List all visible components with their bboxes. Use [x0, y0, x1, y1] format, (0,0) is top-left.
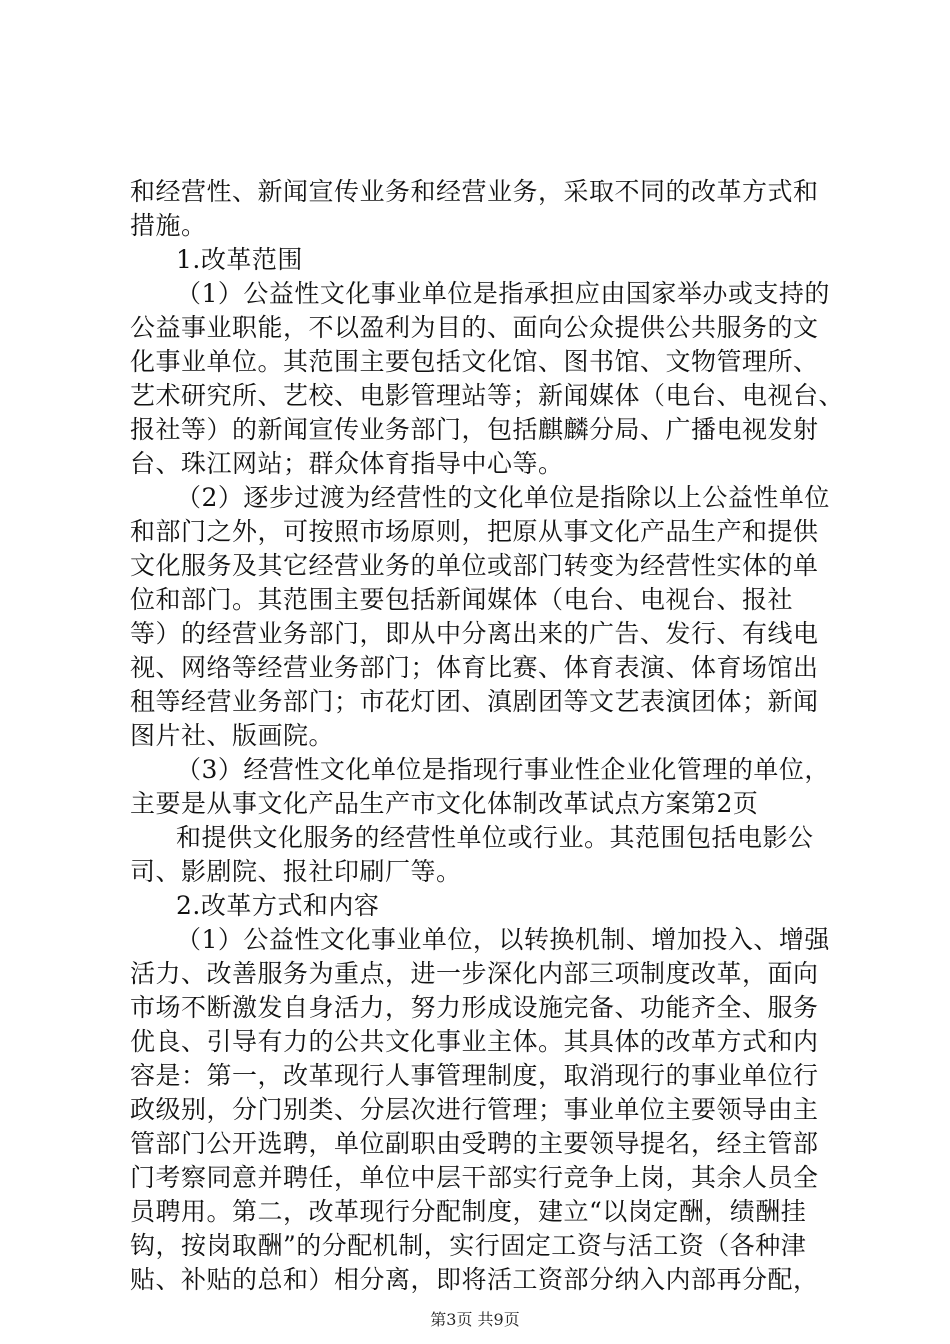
text-line: （1）公益性文化事业单位是指承担应由国家举办或支持的	[176, 279, 830, 308]
text-line: 文化服务及其它经营业务的单位或部门转变为经营性实体的单	[130, 551, 819, 580]
text-line: 优良、引导有力的公共文化事业主体。其具体的改革方式和内	[130, 1027, 819, 1056]
text-line: 租等经营业务部门；市花灯团、滇剧团等文艺表演团体；新闻	[130, 687, 819, 716]
text-line: （2）逐步过渡为经营性的文化单位是指除以上公益性单位	[176, 483, 830, 512]
section-heading: 1.改革范围	[176, 245, 303, 274]
text-line: 和经营性、新闻宣传业务和经营业务，采取不同的改革方式和	[130, 177, 819, 206]
text-line: 视、网络等经营业务部门；体育比赛、体育表演、体育场馆出	[130, 653, 819, 682]
text-line: 容是：第一，改革现行人事管理制度，取消现行的事业单位行	[130, 1061, 819, 1090]
text-line: 和部门之外，可按照市场原则，把原从事文化产品生产和提供	[130, 517, 819, 546]
text-line: （1）公益性文化事业单位，以转换机制、增加投入、增强	[176, 925, 830, 954]
text-line: 和提供文化服务的经营性单位或行业。其范围包括电影公	[176, 823, 814, 852]
text-line: 政级别，分门别类、分层次进行管理；事业单位主要领导由主	[130, 1095, 819, 1124]
text-line: 等）的经营业务部门，即从中分离出来的广告、发行、有线电	[130, 619, 819, 648]
page-footer: 第3页 共9页	[430, 1310, 520, 1329]
text-line: 主要是从事文化产品生产市文化体制改革试点方案第2页	[130, 789, 759, 818]
text-line: 化事业单位。其范围主要包括文化馆、图书馆、文物管理所、	[130, 347, 819, 376]
text-line: 门考察同意并聘任，单位中层干部实行竞争上岗，其余人员全	[130, 1163, 819, 1192]
text-line: 报社等）的新闻宣传业务部门，包括麒麟分局、广播电视发射	[130, 415, 819, 444]
text-line: 台、珠江网站；群众体育指导中心等。	[130, 449, 564, 478]
text-line: 管部门公开选聘，单位副职由受聘的主要领导提名，经主管部	[130, 1129, 819, 1158]
text-line: 图片社、版画院。	[130, 721, 335, 750]
text-line: 钩，按岗取酬”的分配机制，实行固定工资与活工资（各种津	[130, 1231, 807, 1260]
text-line: 措施。	[130, 211, 207, 240]
section-heading: 2.改革方式和内容	[176, 891, 380, 920]
text-line: 司、影剧院、报社印刷厂等。	[130, 857, 462, 886]
text-line: 艺术研究所、艺校、电影管理站等；新闻媒体（电台、电视台、	[130, 381, 845, 410]
text-line: （3）经营性文化单位是指现行事业性企业化管理的单位，	[176, 755, 830, 784]
text-line: 市场不断激发自身活力，努力形成设施完备、功能齐全、服务	[130, 993, 819, 1022]
text-line: 位和部门。其范围主要包括新闻媒体（电台、电视台、报社	[130, 585, 794, 614]
text-line: 活力、改善服务为重点，进一步深化内部三项制度改革，面向	[130, 959, 819, 988]
text-line: 员聘用。第二，改革现行分配制度，建立“以岗定酬，绩酬挂	[130, 1197, 807, 1226]
text-line: 贴、补贴的总和）相分离，即将活工资部分纳入内部再分配，	[130, 1265, 819, 1294]
text-line: 公益事业职能，不以盈利为目的、面向公众提供公共服务的文	[130, 313, 819, 342]
